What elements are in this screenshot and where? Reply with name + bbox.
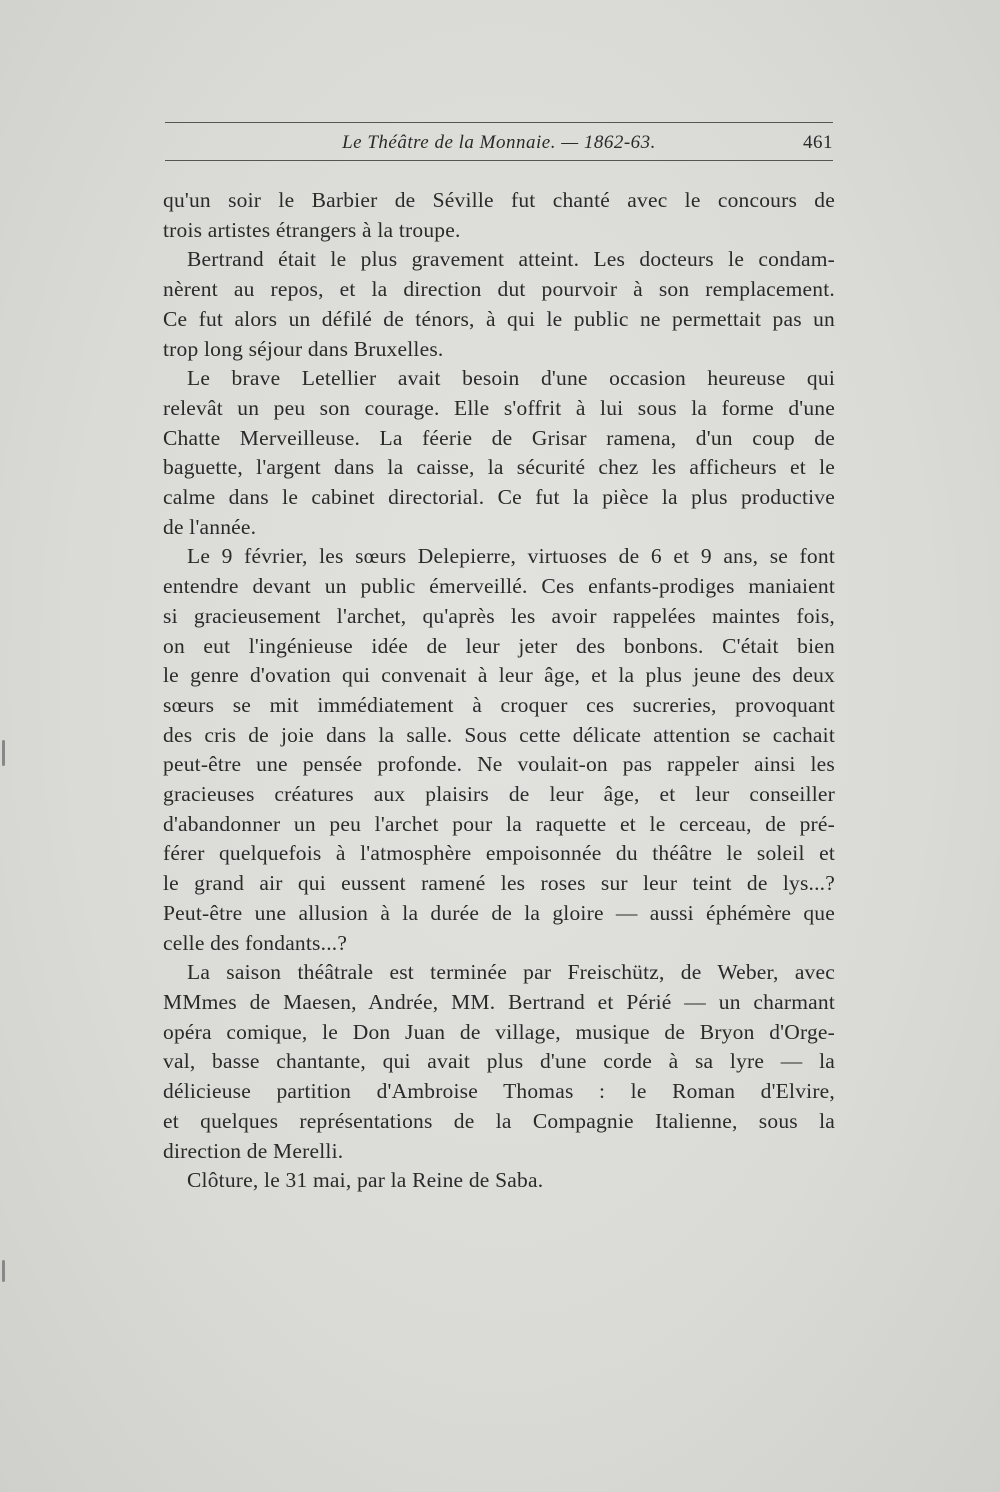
text-line: celle des fondants...?: [163, 930, 348, 955]
text-line: Peut-être une allusion à la durée de la gloire — aussi éphémère que: [163, 900, 835, 925]
text-line: on eut l'ingénieuse idée de leur jeter des bonbons. C'était bien: [163, 633, 835, 658]
text-line: délicieuse partition d'Ambroise Thomas : le Roman d'Elvire,: [163, 1079, 835, 1104]
text-line: Ce fut alors un défilé de ténors, à qui le public ne permettait pas un: [163, 306, 835, 331]
text-line: MMmes de Maesen, Andrée, MM. Bertrand et Périé — un charmant: [163, 989, 835, 1014]
page-edge-mark: [2, 740, 5, 766]
text-line: des cris de joie dans la salle. Sous cette délicate attention se cachait: [163, 722, 835, 747]
text-line: d'abandonner un peu l'archet pour la raquette et le cerceau, de pré-: [163, 811, 835, 836]
text-line: et quelques représentations de la Compagnie Italienne, sous la: [163, 1108, 835, 1133]
running-head: [165, 129, 833, 157]
text-line: trop long séjour dans Bruxelles.: [163, 336, 444, 361]
text-line: La saison théâtrale est terminée par Freischütz, de Weber, avec: [187, 960, 835, 985]
text-line: Chatte Merveilleuse. La féerie de Grisar ramena, d'un coup de: [163, 425, 835, 450]
text-line: peut-être une pensée profonde. Ne voulait-on pas rappeler ainsi les: [163, 752, 835, 777]
text-line: Bertrand était le plus gravement atteint. Les docteurs le condam-: [187, 247, 835, 272]
header-rule-bottom: [165, 160, 833, 161]
text-line: nèrent au repos, et la direction dut pourvoir à son remplacement.: [163, 277, 835, 302]
page-edge-mark: [2, 1260, 5, 1282]
text-line: baguette, l'argent dans la caisse, la sécurité chez les afficheurs et le: [163, 455, 835, 480]
text-line: trois artistes étrangers à la troupe.: [163, 217, 461, 242]
text-line: le grand air qui eussent ramené les roses sur leur teint de lys...?: [163, 871, 835, 896]
text-line: Clôture, le 31 mai, par la Reine de Saba.: [187, 1168, 544, 1193]
text-line: val, basse chantante, qui avait plus d'une corde à sa lyre — la: [163, 1049, 835, 1074]
text-line: calme dans le cabinet directorial. Ce fut la pièce la plus productive: [163, 485, 835, 510]
text-line: sœurs se mit immédiatement à croquer ces sucreries, provoquant: [163, 692, 835, 717]
text-line: si gracieusement l'archet, qu'après les avoir rappelées maintes fois,: [163, 603, 835, 628]
header-rule-top: [165, 122, 833, 123]
running-title: Le Théâtre de la Monnaie. — 1862-63.: [342, 132, 656, 153]
text-line: le genre d'ovation qui convenait à leur âge, et la plus jeune des deux: [163, 663, 835, 688]
text-line: qu'un soir le Barbier de Séville fut chanté avec le concours de: [163, 188, 835, 212]
text-line: férer quelquefois à l'atmosphère empoisonnée du théâtre le soleil et: [163, 841, 835, 866]
text-line: Le 9 février, les sœurs Delepierre, virtuoses de 6 et 9 ans, se font: [187, 544, 835, 569]
text-line: direction de Merelli.: [163, 1138, 344, 1163]
body-text: [163, 186, 835, 1196]
text-line: de l'année.: [163, 514, 257, 539]
text-line: entendre devant un public émerveillé. Ces enfants-prodiges maniaient: [163, 574, 835, 599]
text-line: Le brave Letellier avait besoin d'une occasion heureuse qui: [187, 366, 835, 391]
text-line: gracieuses créatures aux plaisirs de leur âge, et leur conseiller: [163, 782, 835, 807]
text-line: relevât un peu son courage. Elle s'offrit à lui sous la forme d'une: [163, 395, 835, 420]
text-line: opéra comique, le Don Juan de village, musique de Bryon d'Orge-: [163, 1019, 835, 1044]
page-number: 461: [803, 132, 833, 153]
